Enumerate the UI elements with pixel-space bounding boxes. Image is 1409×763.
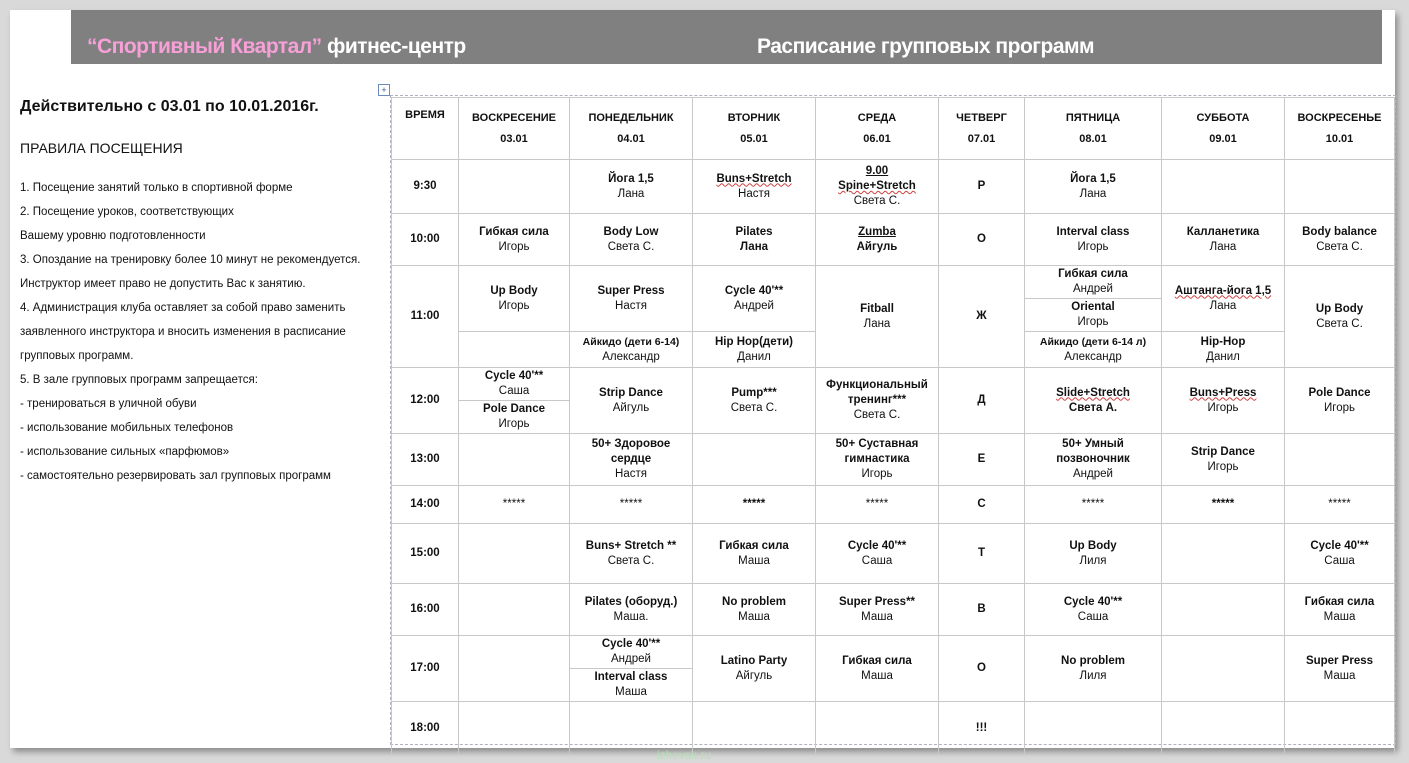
thursday-letter: В xyxy=(939,584,1025,636)
class-cell xyxy=(693,584,816,636)
class-name: Buns+ Stretch ** xyxy=(585,539,677,552)
class-name: Up Body xyxy=(1069,539,1117,552)
class-name: Up Body xyxy=(1315,302,1364,315)
time-cell: 18:00 xyxy=(392,702,459,755)
coach-name: Александр xyxy=(602,350,660,363)
class-name: No problem xyxy=(1061,654,1125,667)
thursday-letter: О xyxy=(939,214,1025,266)
stars-cell: ***** xyxy=(459,486,570,524)
class-cell-empty xyxy=(459,332,570,368)
thursday-letter: Р xyxy=(939,160,1025,214)
class-block xyxy=(1025,266,1161,299)
class-cell xyxy=(570,214,693,266)
class-cell xyxy=(570,266,693,332)
coach-name: Света А. xyxy=(1068,401,1118,414)
coach-name: Игорь xyxy=(1077,316,1109,328)
class-cell xyxy=(693,332,816,368)
time-cell: 16:00 xyxy=(392,584,459,636)
coach-name: Света С. xyxy=(1316,240,1363,253)
rule-line: 5. В зале групповых программ запрещается: xyxy=(20,374,258,386)
class-name: Гибкая сила xyxy=(1304,595,1375,608)
class-name: Cycle 40'** xyxy=(724,284,784,297)
rule-line: Инструктор имеет право не допустить Вас к занятию. xyxy=(20,278,306,290)
class-cell xyxy=(1025,368,1162,434)
class-cell xyxy=(1162,332,1285,368)
class-name: Pole Dance xyxy=(483,403,545,415)
class-cell xyxy=(1025,332,1162,368)
coach-name: Айгуль xyxy=(735,669,773,682)
class-cell xyxy=(816,584,939,636)
class-cell-empty xyxy=(693,434,816,486)
class-cell-empty xyxy=(459,524,570,584)
table-row xyxy=(392,434,1395,486)
validity-text: Действительно с 03.01 по 10.01.2016г. xyxy=(20,98,319,115)
coach-name: Игорь xyxy=(498,240,530,253)
schedule-sheet xyxy=(10,10,1395,748)
coach-name: Маша xyxy=(861,669,893,682)
brand-quote: “Спортивный Квартал” xyxy=(87,35,322,58)
day-date: 10.01 xyxy=(1325,132,1354,145)
class-cell-empty xyxy=(1162,584,1285,636)
coach-name: Лиля xyxy=(1079,669,1107,682)
coach-name: Айгуль xyxy=(856,240,898,253)
class-name: Hip Hop(дети) xyxy=(715,335,793,348)
class-cell xyxy=(693,636,816,702)
day-date: 03.01 xyxy=(500,132,528,145)
day-header xyxy=(1285,98,1395,160)
stars-cell: ***** xyxy=(1162,486,1285,524)
class-name: Slide+Stretch xyxy=(1056,386,1130,399)
rule-line: Вашему уровню подготовленности xyxy=(20,230,206,242)
class-name: Cycle 40'** xyxy=(847,539,907,552)
coach-name: Маша xyxy=(738,554,770,567)
class-name: 50+ Здоровое сердце xyxy=(591,438,671,465)
coach-name: Лана xyxy=(617,187,645,200)
table-row xyxy=(392,160,1395,214)
class-cell xyxy=(816,636,939,702)
coach-name: Лана xyxy=(863,317,891,330)
class-name: Айкидо (дети 6-14 л) xyxy=(1039,335,1147,348)
rule-line: групповых программ. xyxy=(20,350,134,362)
class-cell-empty xyxy=(1162,636,1285,702)
class-cell xyxy=(816,368,939,434)
class-cell xyxy=(693,266,816,332)
class-name: Cycle 40'** xyxy=(1063,595,1123,608)
class-cell-empty xyxy=(570,702,693,755)
rule-line: 1. Посещение занятий только в спортивной форме xyxy=(20,182,293,194)
day-name: СУББОТА xyxy=(1196,111,1250,124)
class-name: Strip Dance xyxy=(1191,445,1255,458)
class-cell xyxy=(1162,434,1285,486)
table-row xyxy=(392,368,1395,434)
class-name: Spine+Stretch xyxy=(838,180,916,192)
coach-name: Маша. xyxy=(613,610,649,623)
day-date: 08.01 xyxy=(1079,132,1107,145)
class-block xyxy=(570,669,692,701)
class-name: Hip-Hop xyxy=(1200,335,1246,348)
class-cell xyxy=(570,524,693,584)
thursday-letter: О xyxy=(939,636,1025,702)
class-cell xyxy=(693,524,816,584)
table-row xyxy=(392,524,1395,584)
rules-heading: ПРАВИЛА ПОСЕЩЕНИЯ xyxy=(20,140,183,156)
coach-name: Андрей xyxy=(1073,468,1113,480)
class-name: Pilates (оборуд.) xyxy=(584,595,678,608)
thursday-letter: Д xyxy=(939,368,1025,434)
coach-name: Игорь xyxy=(861,468,893,480)
coach-name: Лана xyxy=(1079,187,1107,200)
class-cell-empty xyxy=(1162,702,1285,755)
class-name: Cycle 40'** xyxy=(484,370,544,382)
class-cell xyxy=(1025,524,1162,584)
coach-name: Игорь xyxy=(498,299,530,312)
day-date: 04.01 xyxy=(617,132,645,145)
day-date: 06.01 xyxy=(863,132,891,145)
class-cell xyxy=(1285,266,1395,368)
class-cell-empty xyxy=(1162,524,1285,584)
brand-name xyxy=(87,36,466,57)
coach-name: Саша xyxy=(1324,554,1355,567)
class-cell xyxy=(570,332,693,368)
class-cell xyxy=(570,584,693,636)
class-cell xyxy=(1162,266,1285,332)
class-name: Buns+Stretch xyxy=(716,172,792,185)
class-cell xyxy=(570,160,693,214)
day-header xyxy=(1025,98,1162,160)
coach-name: Света С. xyxy=(607,554,655,567)
time-cell: 13:00 xyxy=(392,434,459,486)
coach-name: Игорь xyxy=(1324,401,1355,414)
table-row xyxy=(392,636,1395,702)
coach-name: Саша xyxy=(861,554,893,567)
class-cell xyxy=(570,368,693,434)
table-row xyxy=(392,486,1395,524)
coach-name: Андрей xyxy=(734,299,774,312)
day-header xyxy=(1162,98,1285,160)
coach-name: Настя xyxy=(738,187,770,200)
class-cell xyxy=(1285,524,1395,584)
class-cell xyxy=(1285,584,1395,636)
rule-line: 4. Администрация клуба оставляет за собой право заменить xyxy=(20,302,346,314)
day-header xyxy=(816,98,939,160)
class-time: 9.00 xyxy=(865,165,889,177)
brand-rest: фитнес-центр xyxy=(321,35,466,58)
time-cell: 9:30 xyxy=(392,160,459,214)
coach-name: Лана xyxy=(1209,240,1237,253)
class-name: Body balance xyxy=(1302,225,1377,238)
day-name: ЧЕТВЕРГ xyxy=(956,111,1007,124)
day-name: ВТОРНИК xyxy=(727,111,781,124)
day-header xyxy=(459,98,570,160)
class-block xyxy=(459,401,569,433)
class-name: No problem xyxy=(722,595,786,608)
class-name: Аштанга-йога 1,5 xyxy=(1174,284,1272,297)
coach-name: Маша xyxy=(1323,669,1356,682)
class-cell xyxy=(459,368,570,434)
class-cell-empty xyxy=(1285,702,1395,755)
thursday-letter: С xyxy=(939,486,1025,524)
class-cell xyxy=(693,160,816,214)
class-name: Strip Dance xyxy=(599,386,663,399)
coach-name: Лана xyxy=(739,240,769,253)
class-name: Super Press** xyxy=(838,595,916,608)
rule-line: - самостоятельно резервировать зал групповых программ xyxy=(20,470,331,482)
day-date: 05.01 xyxy=(740,132,768,145)
class-name: Buns+Press xyxy=(1189,386,1257,399)
coach-name: Саша xyxy=(1077,610,1109,623)
rule-line: 3. Опоздание на тренировку более 10 минут не рекомендуется. xyxy=(20,254,361,266)
thursday-letter: Ж xyxy=(939,266,1025,368)
rule-line: 2. Посещение уроков, соответствующих xyxy=(20,206,234,218)
class-name: Cycle 40'** xyxy=(1310,539,1369,552)
class-block xyxy=(459,368,569,401)
coach-name: Александр xyxy=(1064,350,1122,363)
class-cell xyxy=(693,214,816,266)
class-name: Гибкая сила xyxy=(842,654,912,667)
coach-name: Саша xyxy=(498,385,530,397)
class-cell xyxy=(816,434,939,486)
coach-name: Игорь xyxy=(498,418,530,430)
coach-name: Света С. xyxy=(853,195,901,207)
day-name: ВОСКРЕСЕНИЕ xyxy=(471,111,557,124)
class-cell-empty xyxy=(1285,434,1395,486)
day-header xyxy=(570,98,693,160)
stars-cell: ***** xyxy=(816,486,939,524)
class-name: 50+ Умный позвоночник xyxy=(1056,438,1130,465)
class-cell xyxy=(570,434,693,486)
coach-name: Света С. xyxy=(730,401,778,414)
class-name: Калланетика xyxy=(1186,225,1260,238)
watermark: izhevsk.ru xyxy=(657,748,712,762)
class-cell xyxy=(1025,214,1162,266)
coach-name: Маша xyxy=(1323,610,1356,623)
class-name: Pole Dance xyxy=(1308,386,1371,399)
class-cell-empty xyxy=(459,434,570,486)
stars-cell: ***** xyxy=(1285,486,1395,524)
class-name: Oriental xyxy=(1071,301,1115,313)
coach-name: Настя xyxy=(615,468,647,480)
class-cell xyxy=(1025,636,1162,702)
time-cell: 11:00 xyxy=(392,266,459,368)
stars-cell: ***** xyxy=(1025,486,1162,524)
rule-line: - использование сильных «парфюмов» xyxy=(20,446,230,458)
coach-name: Света С. xyxy=(1316,317,1363,330)
class-name: Latino Party xyxy=(720,654,788,667)
day-header xyxy=(939,98,1025,160)
rules-panel xyxy=(20,98,375,488)
thursday-letter: Е xyxy=(939,434,1025,486)
coach-name: Игорь xyxy=(1207,401,1239,414)
page-title: Расписание групповых программ xyxy=(757,35,1095,58)
coach-name: Лиля xyxy=(1079,554,1107,567)
time-header: ВРЕМЯ xyxy=(392,98,459,160)
class-name: Super Press xyxy=(597,284,665,297)
class-block xyxy=(1025,299,1161,331)
day-name: ПОНЕДЕЛЬНИК xyxy=(588,111,674,124)
class-name: Interval class xyxy=(594,671,668,683)
rule-line: - тренироваться в уличной обуви xyxy=(20,398,197,410)
class-name: Гибкая сила xyxy=(719,539,789,552)
class-name: Pilates xyxy=(735,225,773,238)
class-cell-empty xyxy=(693,702,816,755)
class-cell xyxy=(816,214,939,266)
day-header xyxy=(693,98,816,160)
schedule-table xyxy=(391,97,1395,755)
class-cell xyxy=(1162,368,1285,434)
class-name: Йога 1,5 xyxy=(1070,172,1116,185)
day-name: ПЯТНИЦА xyxy=(1065,111,1121,124)
class-cell xyxy=(570,636,693,702)
class-cell-empty xyxy=(459,584,570,636)
day-date: 07.01 xyxy=(967,132,996,145)
table-row xyxy=(392,214,1395,266)
class-cell xyxy=(1285,214,1395,266)
class-cell xyxy=(1285,368,1395,434)
coach-name: Данил xyxy=(737,350,771,363)
class-cell xyxy=(1025,266,1162,332)
class-cell-empty xyxy=(1025,702,1162,755)
coach-name: Настя xyxy=(615,299,647,312)
coach-name: Маша xyxy=(738,610,770,623)
coach-name: Маша xyxy=(615,686,647,698)
table-row xyxy=(392,266,1395,332)
class-name: Cycle 40'** xyxy=(601,638,661,650)
day-name: ВОСКРЕСЕНЬЕ xyxy=(1297,111,1382,124)
table-row xyxy=(392,584,1395,636)
class-name: Fitball xyxy=(860,302,894,315)
thursday-letter: Т xyxy=(939,524,1025,584)
table-row xyxy=(392,702,1395,755)
class-name: Айкидо (дети 6-14) xyxy=(582,335,680,348)
time-cell: 12:00 xyxy=(392,368,459,434)
class-name: Гибкая сила xyxy=(1058,268,1128,280)
class-name: Interval class xyxy=(1056,225,1130,238)
class-cell xyxy=(816,266,939,368)
coach-name: Маша xyxy=(861,610,893,623)
day-date: 09.01 xyxy=(1209,132,1237,145)
class-cell xyxy=(1162,214,1285,266)
class-name: Zumba xyxy=(858,225,896,238)
class-cell xyxy=(1285,636,1395,702)
class-name: Pump*** xyxy=(731,386,777,399)
coach-name: Игорь xyxy=(1077,240,1109,253)
coach-name: Света С. xyxy=(853,409,901,421)
day-name: СРЕДА xyxy=(857,111,897,124)
class-cell xyxy=(1025,160,1162,214)
class-cell xyxy=(693,368,816,434)
class-cell-empty xyxy=(459,160,570,214)
stars-cell: ***** xyxy=(570,486,693,524)
class-cell xyxy=(1025,584,1162,636)
table-move-handle-icon[interactable]: + xyxy=(378,84,390,96)
header-banner xyxy=(71,10,1382,64)
coach-name: Айгуль xyxy=(612,401,650,414)
coach-name: Данил xyxy=(1206,350,1240,363)
class-cell xyxy=(816,524,939,584)
time-cell: 17:00 xyxy=(392,636,459,702)
coach-name: Света С. xyxy=(607,240,655,253)
class-name: 50+ Суставная гимнастика xyxy=(835,438,919,465)
coach-name: Андрей xyxy=(611,653,651,665)
stars-cell: ***** xyxy=(693,486,816,524)
class-cell xyxy=(459,266,570,332)
thursday-letter: !!! xyxy=(939,702,1025,755)
rule-line: - использование мобильных телефонов xyxy=(20,422,234,434)
class-cell-empty xyxy=(459,636,570,702)
time-cell: 10:00 xyxy=(392,214,459,266)
time-cell: 15:00 xyxy=(392,524,459,584)
rule-line: заявленного инструктора и вносить изменения в расписание xyxy=(20,326,346,338)
class-name: Гибкая сила xyxy=(479,225,549,238)
class-cell-empty xyxy=(816,702,939,755)
class-name: Up Body xyxy=(490,284,538,297)
class-block xyxy=(570,636,692,669)
class-name: Super Press xyxy=(1305,654,1374,667)
class-cell-empty xyxy=(1285,160,1395,214)
class-name: Йога 1,5 xyxy=(608,172,654,185)
table-header-row xyxy=(392,98,1395,160)
class-name: Функциональный тренинг*** xyxy=(826,379,928,406)
class-name: Body Low xyxy=(603,225,659,238)
class-cell xyxy=(459,214,570,266)
coach-name: Андрей xyxy=(1073,283,1113,295)
class-cell-empty xyxy=(459,702,570,755)
coach-name: Игорь xyxy=(1207,460,1239,473)
class-cell xyxy=(816,160,939,214)
time-cell: 14:00 xyxy=(392,486,459,524)
class-cell xyxy=(1025,434,1162,486)
coach-name: Лана xyxy=(1209,299,1237,312)
class-cell-empty xyxy=(1162,160,1285,214)
